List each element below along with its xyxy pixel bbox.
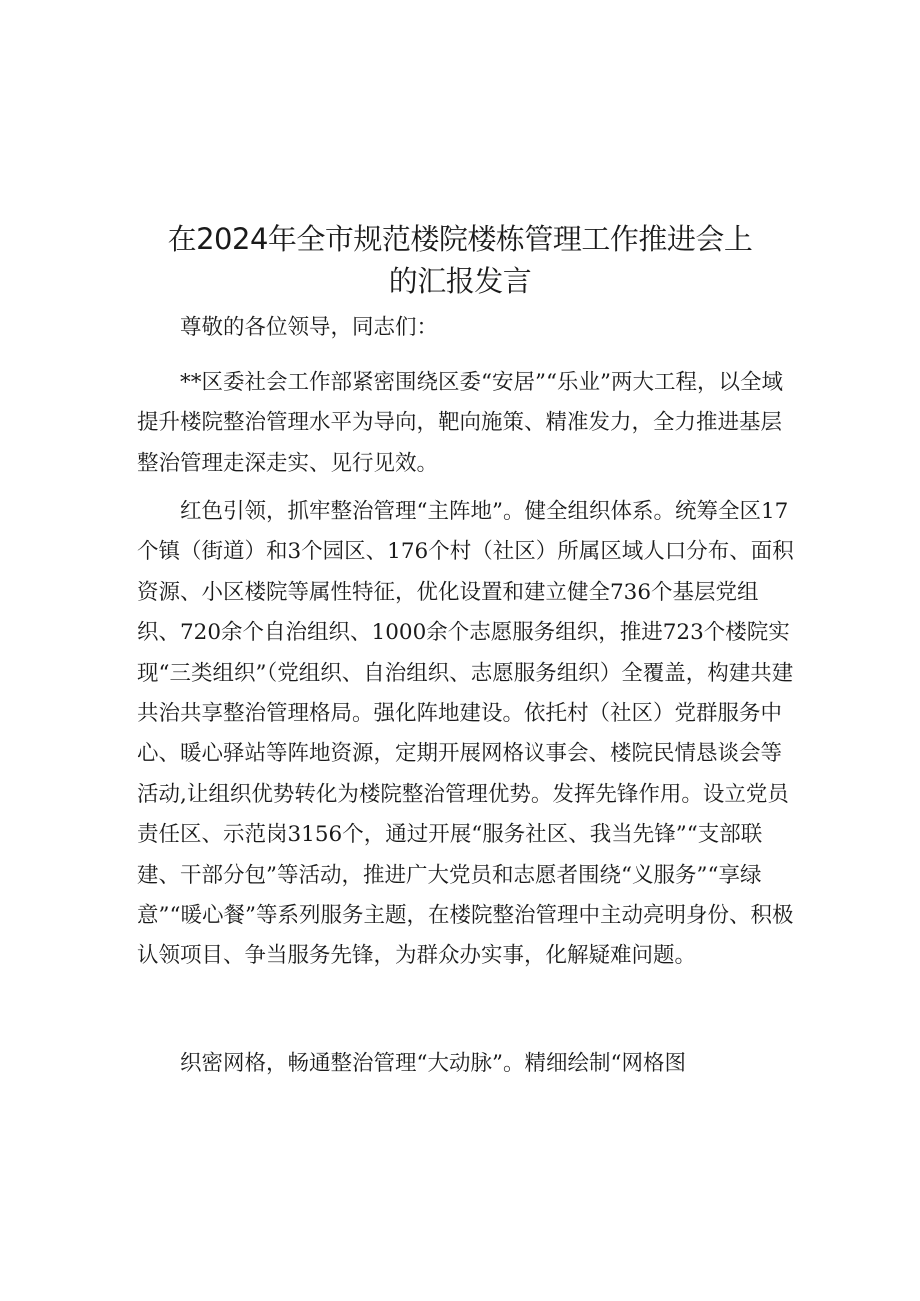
paragraph-intro-text: **区委社会工作部紧密围绕区委“安居”“乐业”两大工程，以全域提升楼院整治管理水平为导向，靶向施策、精准发力，全力推进基层整治管理走深走实、见行见效。 xyxy=(137,370,783,476)
salutation-text: 尊敬的各位领导，同志们： xyxy=(180,315,439,340)
paragraph-intro xyxy=(137,363,797,484)
paragraph-grid-text: 织密网格，畅通整治管理“大动脉”。精细绘制“网格图 xyxy=(180,1051,686,1076)
document-title-line-2: 的汇报发言 xyxy=(388,264,532,298)
paragraph-grid xyxy=(137,1044,797,1084)
paragraph-red-leadership-text: 红色引领，抓牢整治管理“主阵地”。健全组织体系。统筹全区17个镇（街道）和3个园区、176个村（社区）所属区域人口分布、面积资源、小区楼院等属性特征，优化设置和建立健全736个基层党组织、720余个自治组织、1000余个志愿服务组织，推进723个楼院实现“三类组织”（党组织、自治组织、志愿服务组织）全覆盖，构建共建共治共享整治管理格局。强化阵地建设。依托村（社区）党群服务中心、暖心驿站等阵地资源，定期开展网格议事会、楼院民情恳谈会等活动,让组织优势转化为楼院整治管理优势。发挥先锋作用。设立党员责任区、示范岗3156个，通过开展“服务社区、我当先锋”“支部联建、干部分包”等活动，推进广大党员和志愿者围绕“义服务”“享绿意”“暖心餐”等系列服务主题，在楼院整治管理中主动亮明身份、积极认领项目、争当服务先锋，为群众办实事，化解疑难问题。 xyxy=(137,499,794,969)
document-title-line-1: 在2024年全市规范楼院楼栋管理工作推进会上 xyxy=(167,222,753,256)
salutation xyxy=(137,308,797,348)
paragraph-red-leadership xyxy=(137,492,797,977)
